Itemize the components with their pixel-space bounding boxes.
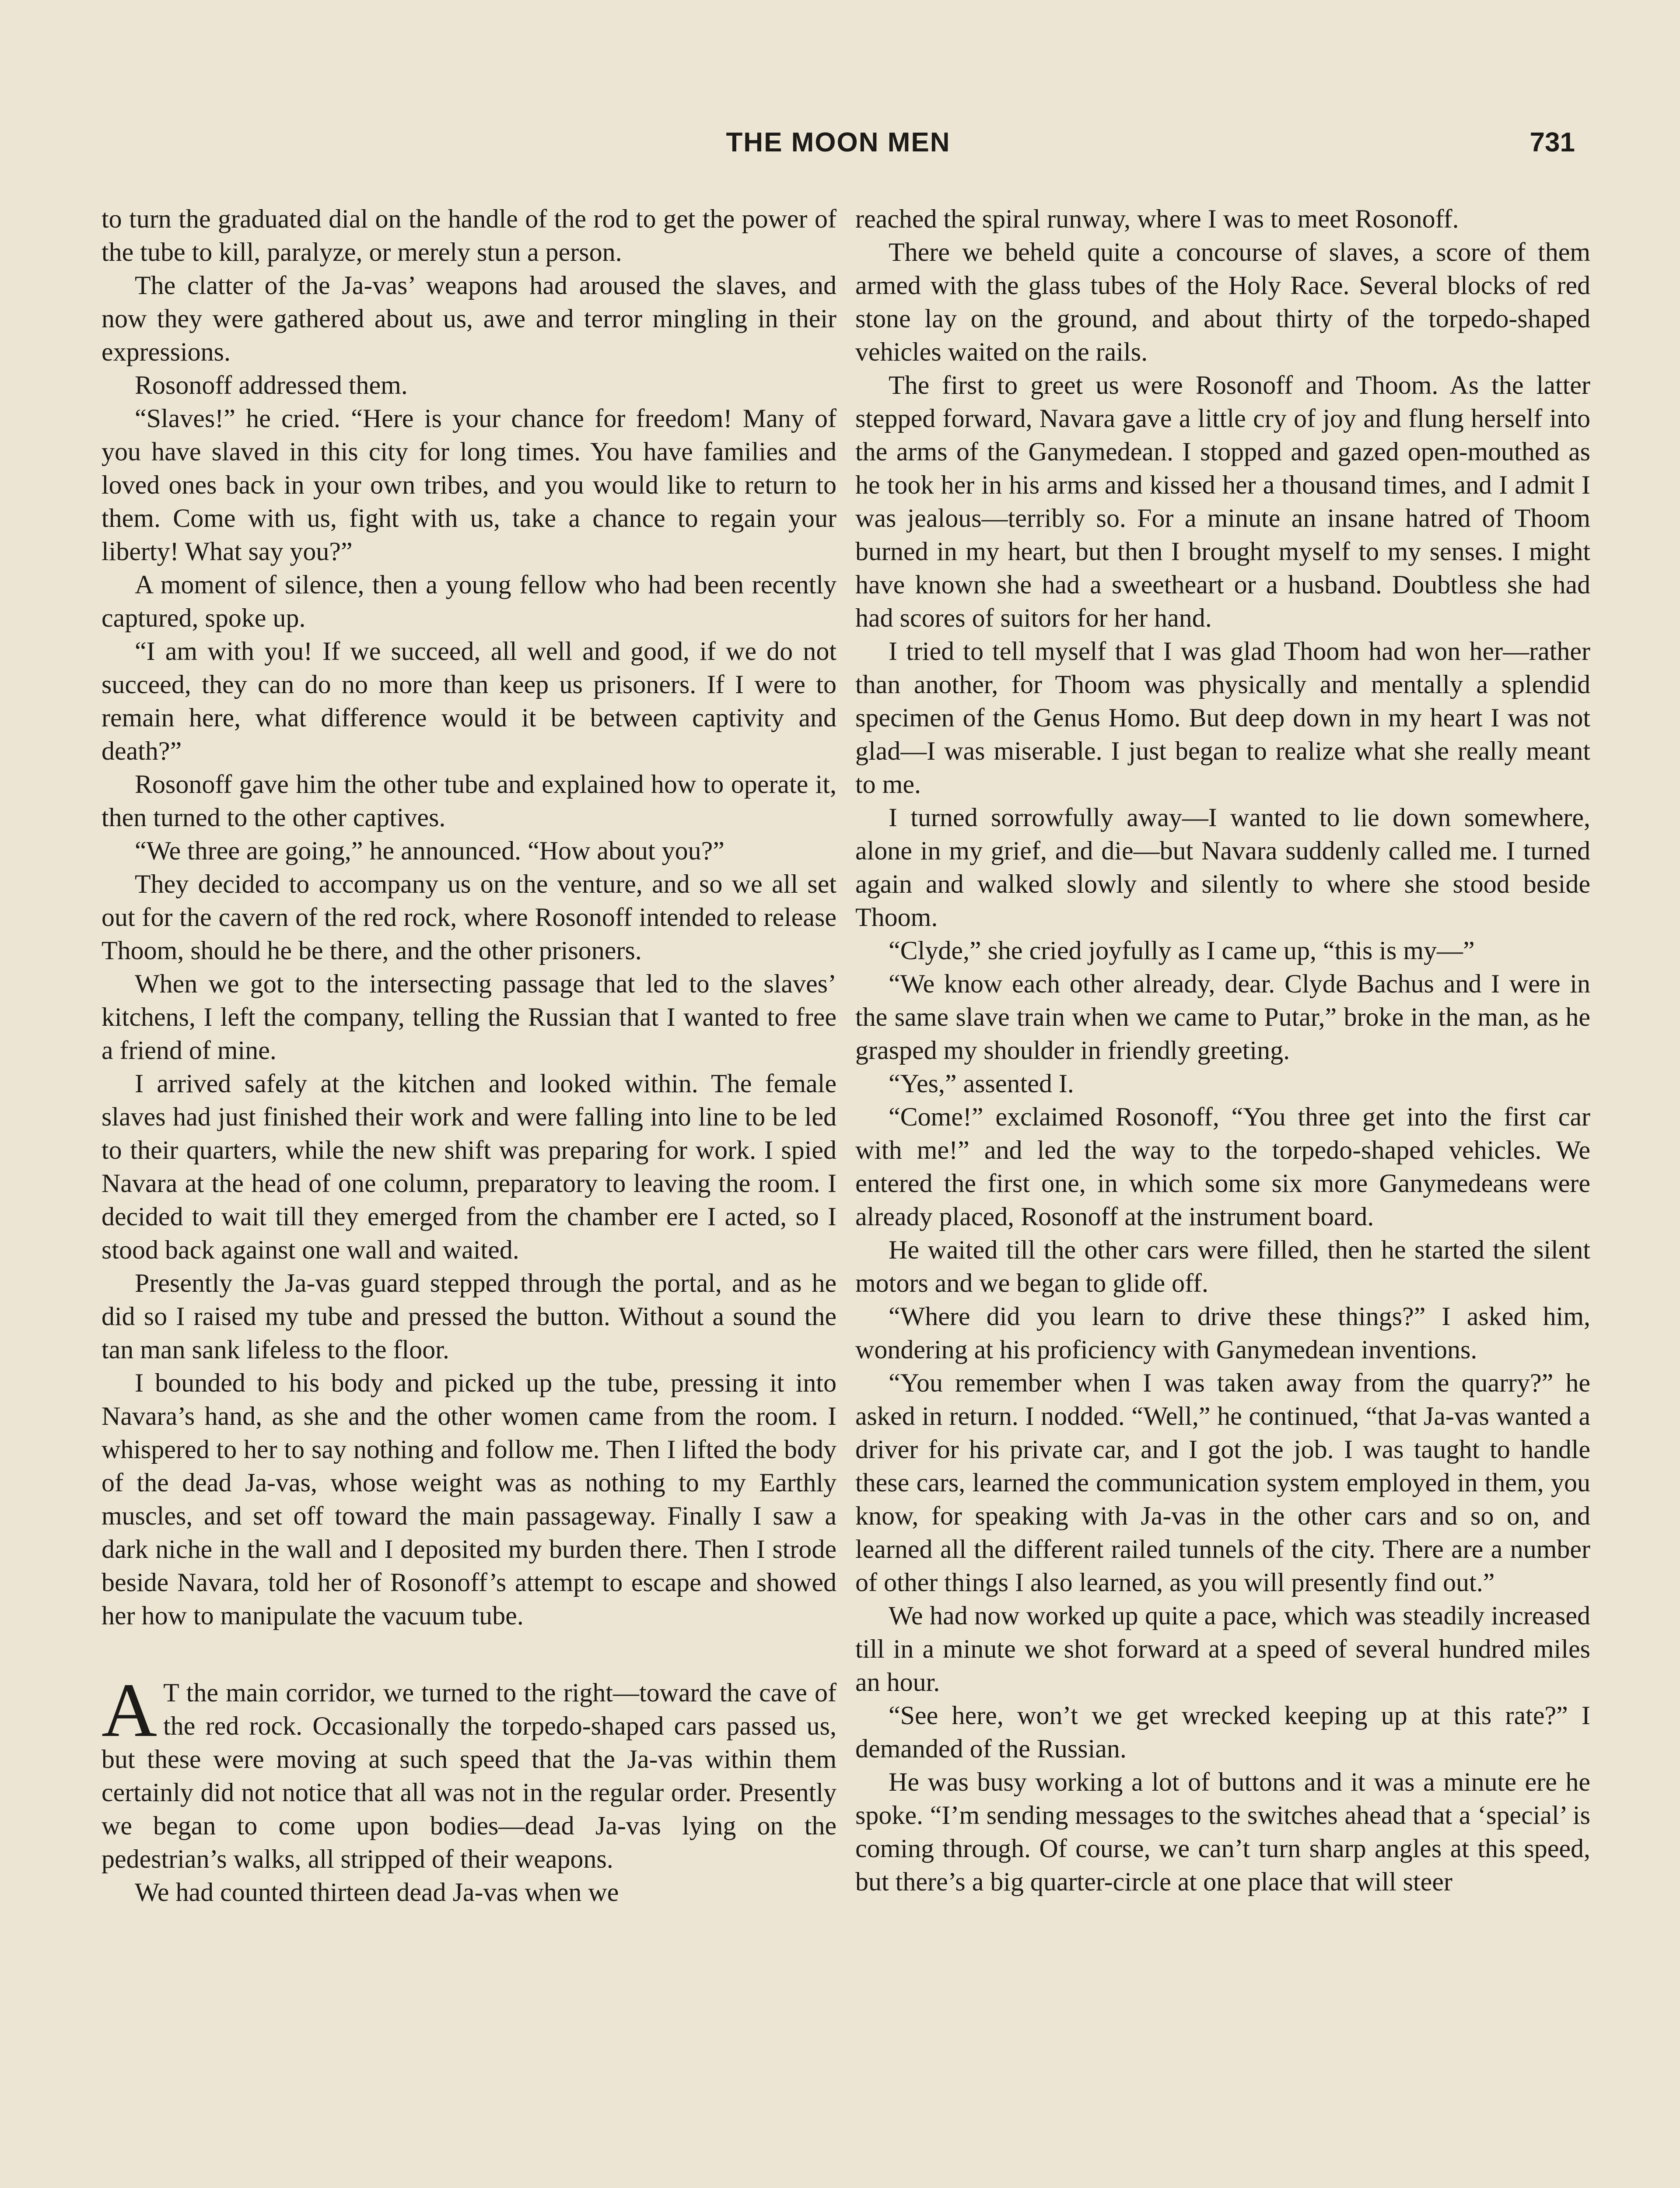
page-header (102, 127, 1575, 166)
body-paragraph: “Yes,” assented I. (889, 1069, 1074, 1098)
drop-cap: A (102, 1668, 158, 1753)
body-paragraph: A moment of silence, then a young fellow who had been recently captured, spoke up. (102, 570, 836, 632)
body-paragraph: There we beheld quite a concourse of slaves, a score of them armed with the glass tubes of the Holy Race. Several blocks of red stone lay on the ground, and about thirty of the torpedo-shaped vehicles waited on the rails. (855, 238, 1590, 366)
body-paragraph: We had now worked up quite a pace, which was steadily increased till in a minute we shot forward at a speed of several hundred miles an hour. (855, 1601, 1590, 1697)
body-paragraph: I arrived safely at the kitchen and looked within. The female slaves had just finished their work and were falling into line to be led to their quarters, while the new shift was preparing for work. I spied Navara at the head of one column, preparatory to leaving the room. I decided to wait till they emerged from the chamber ere I acted, so I stood back against one wall and waited. (102, 1069, 836, 1264)
body-paragraph: I tried to tell myself that I was glad Thoom had won her—rather than another, for Thoom was physically and mentally a splendid specimen of the Genus Homo. But deep down in my heart I was not glad—I was miserable. I just began to realize what she really meant to me. (855, 637, 1590, 799)
running-title: THE MOON MEN (726, 127, 951, 158)
body-paragraph: “Where did you learn to drive these things?” I asked him, wondering at his proficiency with Ganymedean inventions. (855, 1302, 1590, 1364)
body-paragraph: “I am with you! If we succeed, all well and good, if we do not succeed, they can do no more than keep us prisoners. If I were to remain here, what difference would it be between captivity and death?” (102, 637, 836, 765)
body-paragraph: I turned sorrowfully away—I wanted to lie down somewhere, alone in my grief, and die—but Navara suddenly called me. I turned again and walked slowly and silently to where she stood beside Thoom. (855, 803, 1590, 932)
body-paragraph: He was busy working a lot of buttons and it was a minute ere he spoke. “I’m sending messages to the switches ahead that a ‘special’ is coming through. Of course, we can’t turn sharp angles at this speed, but there’s a big quarter-circle at one place that will steer (855, 1767, 1590, 1896)
right-column (855, 202, 1590, 1898)
body-paragraph: “You remember when I was taken away from the quarry?” he asked in return. I nodded. “Well,” he continued, “that Ja-vas wanted a driver for his private car, and I got the job. I was taught to handle these cars, learned the communication system employed in them, you know, for speaking with Ja-vas in the other cars and so on, and learned all the different railed tunnels of the city. There are a number of other things I also learned, as you will presently find out.” (855, 1368, 1590, 1597)
body-paragraph: “Slaves!” he cried. “Here is your chance for freedom! Many of you have slaved in this city for long times. You have families and loved ones back in your own tribes, and you would like to return to them. Come with us, fight with us, take a chance to regain your liberty! What say you?” (102, 404, 836, 566)
body-paragraph: The clatter of the Ja-vas’ weapons had aroused the slaves, and now they were gathered about us, awe and terror mingling in their expressions. (102, 271, 836, 366)
body-paragraph: He waited till the other cars were filled, then he started the silent motors and we began to glide off. (855, 1235, 1590, 1297)
body-paragraph: “Come!” exclaimed Rosonoff, “You three get into the first car with me!” and led the way to the torpedo-shaped vehicles. We entered the first one, in which some six more Ganymedeans were already placed, Rosonoff at the instrument board. (855, 1102, 1590, 1231)
body-paragraph: I bounded to his body and picked up the tube, pressing it into Navara’s hand, as she and the other women came from the room. I whispered to her to say nothing and follow me. Then I lifted the body of the dead Ja-vas, whose weight was as nothing to my Earthly muscles, and set off toward the main passageway. Finally I saw a dark niche in the wall and I deposited my burden there. Then I strode beside Navara, told her of Rosonoff’s attempt to escape and showed her how to manipulate the vacuum tube. (102, 1368, 836, 1630)
body-paragraph: to turn the graduated dial on the handle of the rod to get the power of the tube to kill, paralyze, or merely stun a person. (102, 204, 836, 266)
body-paragraph: Presently the Ja-vas guard stepped through the portal, and as he did so I raised my tube and pressed the button. Without a sound the tan man sank lifeless to the floor. (102, 1269, 836, 1364)
body-paragraph: “Clyde,” she cried joyfully as I came up, “this is my—” (889, 936, 1475, 965)
page-number: 731 (1530, 127, 1575, 158)
body-paragraph: “We know each other already, dear. Clyde Bachus and I were in the same slave train when we came to Putar,” broke in the man, as he grasped my shoulder in friendly greeting. (855, 969, 1590, 1065)
body-paragraph: They decided to accompany us on the venture, and so we all set out for the cavern of the red rock, where Rosonoff intended to release Thoom, should he be there, and the other prisoners. (102, 870, 836, 965)
left-column (102, 202, 836, 1909)
body-paragraph: Rosonoff addressed them. (135, 371, 408, 400)
body-paragraph: When we got to the intersecting passage that led to the slaves’ kitchens, I left the company, telling the Russian that I wanted to free a friend of mine. (102, 969, 836, 1065)
body-paragraph: We had counted thirteen dead Ja-vas when we (135, 1878, 619, 1907)
section-start-paragraph (102, 1668, 836, 1876)
body-paragraph: “See here, won’t we get wrecked keeping up at this rate?” I demanded of the Russian. (855, 1701, 1590, 1763)
body-paragraph: Rosonoff gave him the other tube and explained how to operate it, then turned to the other captives. (102, 770, 836, 832)
body-paragraph: reached the spiral runway, where I was to meet Rosonoff. (855, 204, 1459, 233)
section-start-text: T the main corridor, we turned to the right—toward the cave of the red rock. Occasionally the torpedo-shaped cars passed us, but these were moving at such speed that the Ja-vas within them certainly did not notice that all was not in the regular order. Presently we began to come upon bodies—dead Ja-vas lying on the pedestrian’s walks, all stripped of their weapons. (102, 1678, 836, 1873)
body-paragraph: “We three are going,” he announced. “How about you?” (135, 836, 724, 865)
body-paragraph: The first to greet us were Rosonoff and Thoom. As the latter stepped forward, Navara gave a little cry of joy and flung herself into the arms of the Ganymedean. I stopped and gazed open-mouthed as he took her in his arms and kissed her a thousand times, and I admit I was jealous—terribly so. For a minute an insane hatred of Thoom burned in my heart, but then I brought myself to my senses. I might have known she had a sweetheart or a husband. Doubtless she had had scores of suitors for her hand. (855, 371, 1590, 632)
